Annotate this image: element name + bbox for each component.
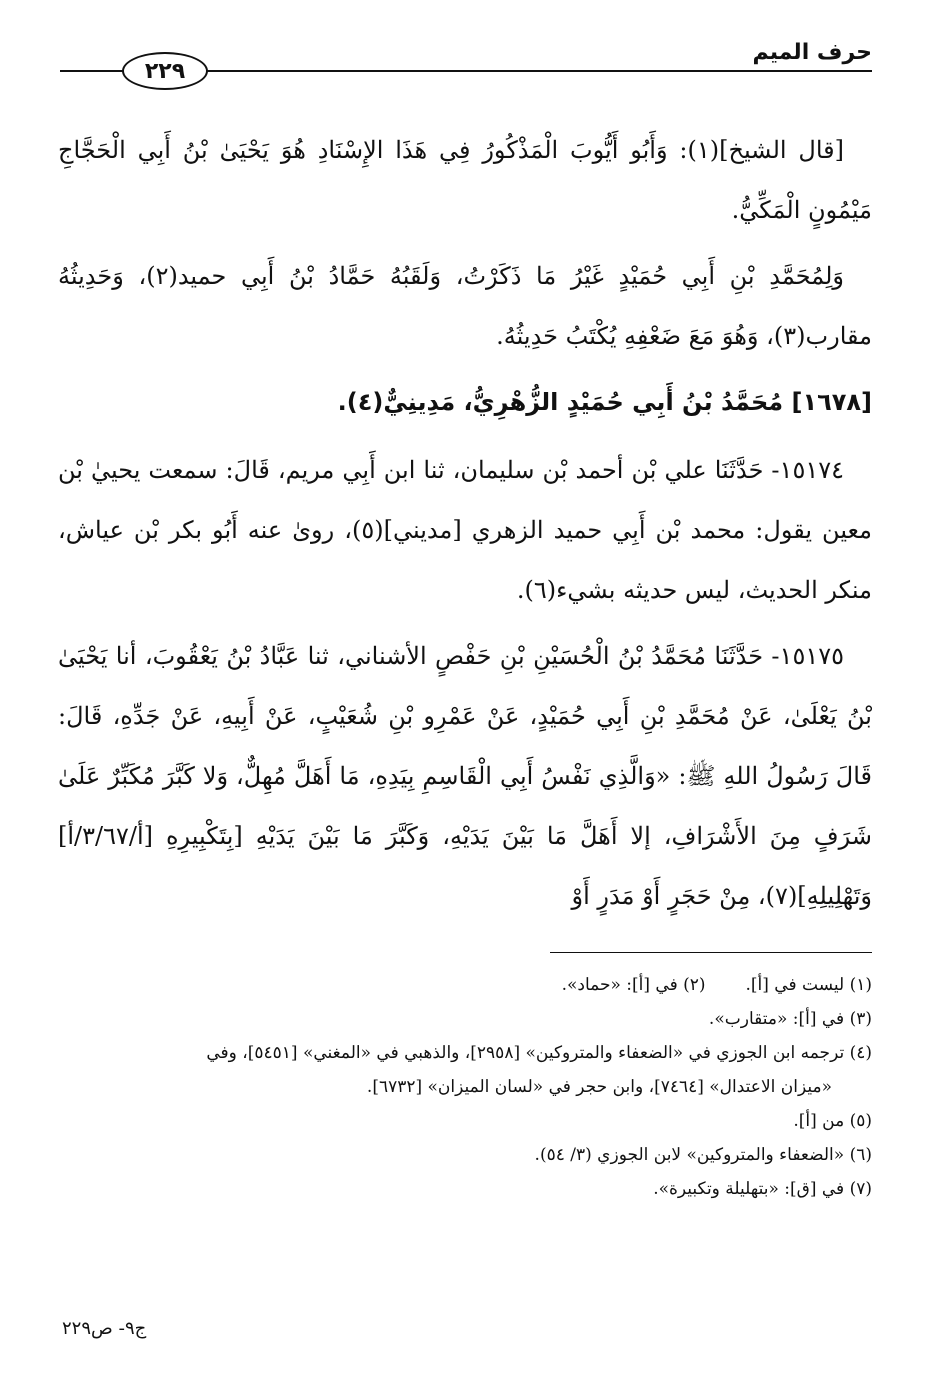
- footnote-4: (٤) ترجمه ابن الجوزي في «الضعفاء والمتروكين» [٢٩٥٨]، والذهبي في «المغني» [٥٤٥١]، وفي: [206, 1043, 872, 1063]
- paragraph-shaykh-comment: [قال الشيخ](١): وَأَبُو أَيُّوبَ الْمَذْكُورُ فِي هَذَا الإِسْنَادِ هُوَ يَحْيَىٰ بْنُ أَبِي الْحَجَّاجِ مَيْمُونٍ الْمَكِّيُّ.: [58, 136, 872, 224]
- chapter-title: حرف الميم: [752, 40, 872, 65]
- paragraph-laqab: وَلِمُحَمَّدِ بْنِ أَبِي حُمَيْدٍ غَيْرُ مَا ذَكَرْتُ، وَلَقَبُهُ حَمَّادُ بْنُ أَبِي حميد(٢)، وَحَدِيثُهُ مقارب(٣)، وَهُوَ مَعَ ضَعْفِهِ يُكْتَبُ حَدِيثُهُ.: [58, 262, 872, 350]
- page-number-oval: [122, 52, 208, 90]
- paragraph-hadith-15174: ١٥١٧٤- حَدَّثَنَا علي بْن أحمد بْن سليمان، ثنا ابن أَبِي مريم، قَالَ: سمعت يحييٰ بْن معين يقول: محمد بْن أَبِي حميد الزهري [مديني](٥)، رویٰ عنه أَبُو بكر بْن عياش، منكر الحديث، ليس حديثه بشيء(٦).: [58, 456, 872, 604]
- footnote-2: (٢) في [أ]: «حماد».: [561, 975, 706, 995]
- main-text: [58, 120, 872, 932]
- footnote-1: (١) ليست في [أ].: [745, 975, 872, 995]
- footnote-3: (٣) في [أ]: «متقارب».: [708, 1009, 872, 1029]
- footnote-5: (٥) من [أ].: [793, 1111, 872, 1131]
- page-number: ٢٢٩: [144, 58, 186, 84]
- footnotes: [58, 968, 872, 1206]
- footnote-4-continued: «ميزان الاعتدال» [٧٤٦٤]، وابن حجر في «لسان الميزان» [٦٧٣٢].: [366, 1077, 832, 1097]
- page-header: [60, 30, 872, 90]
- footnote-6: (٦) «الضعفاء والمتروكين» لابن الجوزي (٣/ ٥٤).: [534, 1145, 872, 1165]
- volume-page-footer: ج٩- ص٢٢٩: [62, 1318, 147, 1339]
- entry-heading: [١٦٧٨] مُحَمَّدُ بْنُ أَبِي حُمَيْدٍ الزُّهْرِيُّ، مَدِينِيٌّ(٤).: [337, 388, 872, 416]
- footnote-row: [58, 968, 872, 1002]
- footnote-separator: [550, 952, 872, 953]
- paragraph-hadith-15175: ١٥١٧٥- حَدَّثَنَا مُحَمَّدُ بْنُ الْحُسَيْنِ بْنِ حَفْصٍ الأشناني، ثنا عَبَّادُ بْنُ يَعْقُوبَ، أنا يَحْيَىٰ بْنُ يَعْلَىٰ، عَنْ مُحَمَّدِ بْنِ أَبِي حُمَيْدٍ، عَنْ عَمْرِو بْنِ شُعَيْبٍ، عَنْ أَبِيهِ، عَنْ جَدِّهِ، قَالَ: قَالَ رَسُولُ اللهِ ﷺ: «وَالَّذِي نَفْسُ أَبِي الْقَاسِمِ بِيَدِهِ، مَا أَهَلَّ مُهِلٌّ، وَلا كَبَّرَ مُكَبِّرٌ عَلَىٰ شَرَفٍ مِنَ الأَشْرَافِ، إلا أَهَلَّ مَا بَيْنَ يَدَيْهِ، وَكَبَّرَ مَا بَيْنَ يَدَيْهِ [بِتَكْبِيرِهِ [أ/٣/٦٧/أ] وَتَهْلِيلِهِ](٧)، مِنْ حَجَرٍ أَوْ مَدَرٍ أَوْ: [58, 642, 872, 910]
- footnote-7: (٧) في [ق]: «بتهليلة وتكبيرة».: [653, 1179, 872, 1199]
